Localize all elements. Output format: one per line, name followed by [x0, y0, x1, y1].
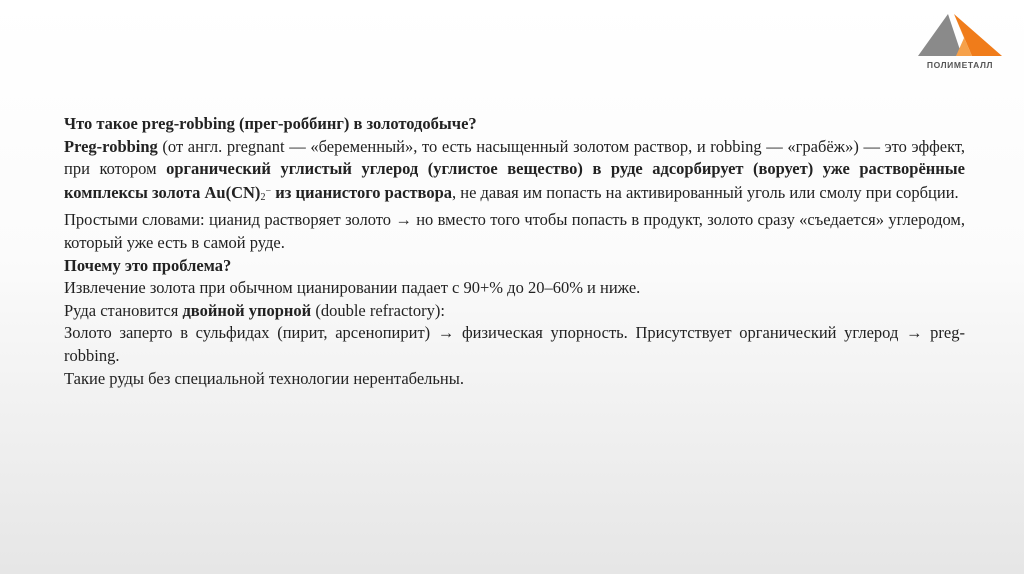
- term: Preg-robbing: [64, 136, 158, 156]
- logo-wordmark: ПОЛИМЕТАЛЛ: [926, 60, 994, 70]
- simple-explanation: Простыми словами: цианид растворяет золото → но вместо того чтобы попасть в продукт, золото сразу «съедается» углеродом, который уже есть в самой руде.: [64, 210, 965, 252]
- unprofitable-text: Такие руды без специальной технологии нерентабельны.: [64, 368, 464, 388]
- slide-content: [64, 113, 965, 390]
- heading-what-is: Что такое preg-robbing (прег-роббинг) в золотодобыче?: [64, 114, 477, 133]
- sulfide-text: Золото заперто в сульфидах (пирит, арсенопирит) → физическая упорность. Присутствует органический углерод → preg-robbing.: [64, 323, 965, 365]
- definition-paragraph: Preg-robbing (от англ. pregnant — «беременный», то есть насыщенный золотом раствор, и robbing — «грабёж») — это эффект, при котором органический углистый углерод (углистое вещество) в руде адсорбирует (ворует) уже растворённые комплексы золота $Au(CN)_2^-$ из цианистого раствора, не давая им попасть на активированный уголь или смолу при сорбции.: [64, 136, 965, 203]
- heading-why-problem: Почему это проблема?: [64, 255, 232, 275]
- polymetal-logo: [912, 10, 1008, 76]
- recovery-drop-text: Извлечение золота при обычном цианировании падает с 90+% до 20–60% и ниже.: [64, 278, 641, 298]
- double-refractory-text: Руда становится двойной упорной (double refractory):: [64, 300, 445, 320]
- polymetal-triangle-icon: [918, 10, 1002, 58]
